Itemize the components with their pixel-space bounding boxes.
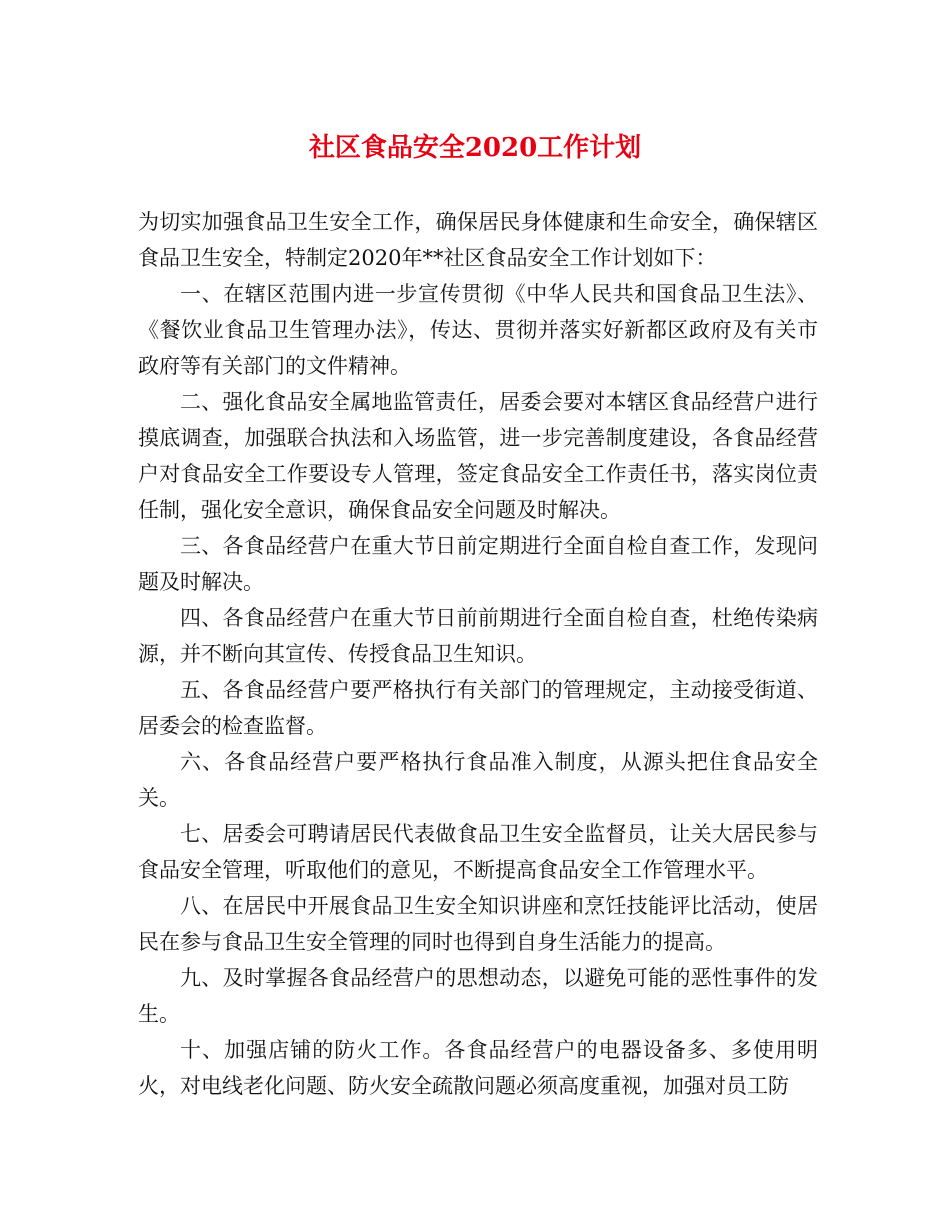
paragraph-item-6: 六、各食品经营户要严格执行食品准入制度，从源头把住食品安全关。 [138,750,818,810]
paragraph-item-1: 一、在辖区范围内进一步宣传贯彻《中华人民共和国食品卫生法》、《餐饮业食品卫生管理办法》，传达、贯彻并落实好新都区政府及有关市政府等有关部门的文件精神。 [138,282,818,378]
paragraph-item-7: 七、居委会可聘请居民代表做食品卫生安全监督员，让关大居民参与食品安全管理，听取他们的意见，不断提高食品安全工作管理水平。 [138,822,818,882]
paragraph-item-8: 八、在居民中开展食品卫生安全知识讲座和烹饪技能评比活动，使居民在参与食品卫生安全管理的同时也得到自身生活能力的提高。 [138,894,818,954]
intro-paragraph: 为切实加强食品卫生安全工作，确保居民身体健康和生命安全，确保辖区食品卫生安全，特制定2020年**社区食品安全工作计划如下： [138,210,818,270]
paragraph-item-9: 九、及时掌握各食品经营户的思想动态，以避免可能的恶性事件的发生。 [138,966,818,1026]
paragraph-item-3: 三、各食品经营户在重大节日前定期进行全面自检自查工作，发现问题及时解决。 [138,534,818,594]
document-title: 社区食品安全2020工作计划 [308,133,642,163]
document-body [138,204,818,1104]
paragraph-item-2: 二、强化食品安全属地监管责任，居委会要对本辖区食品经营户进行摸底调查，加强联合执法和入场监管，进一步完善制度建设，各食品经营户对食品安全工作要设专人管理，签定食品安全工作责任书，落实岗位责任制，强化安全意识，确保食品安全问题及时解决。 [138,390,818,522]
paragraph-item-5: 五、各食品经营户要严格执行有关部门的管理规定，主动接受街道、居委会的检查监督。 [138,678,818,738]
paragraph-item-4: 四、各食品经营户在重大节日前前期进行全面自检自查，杜绝传染病源，并不断向其宣传、传授食品卫生知识。 [138,606,818,666]
paragraph-item-10: 十、加强店铺的防火工作。各食品经营户的电器设备多、多使用明火，对电线老化问题、防火安全疏散问题必须高度重视，加强对员工防 [138,1038,818,1098]
